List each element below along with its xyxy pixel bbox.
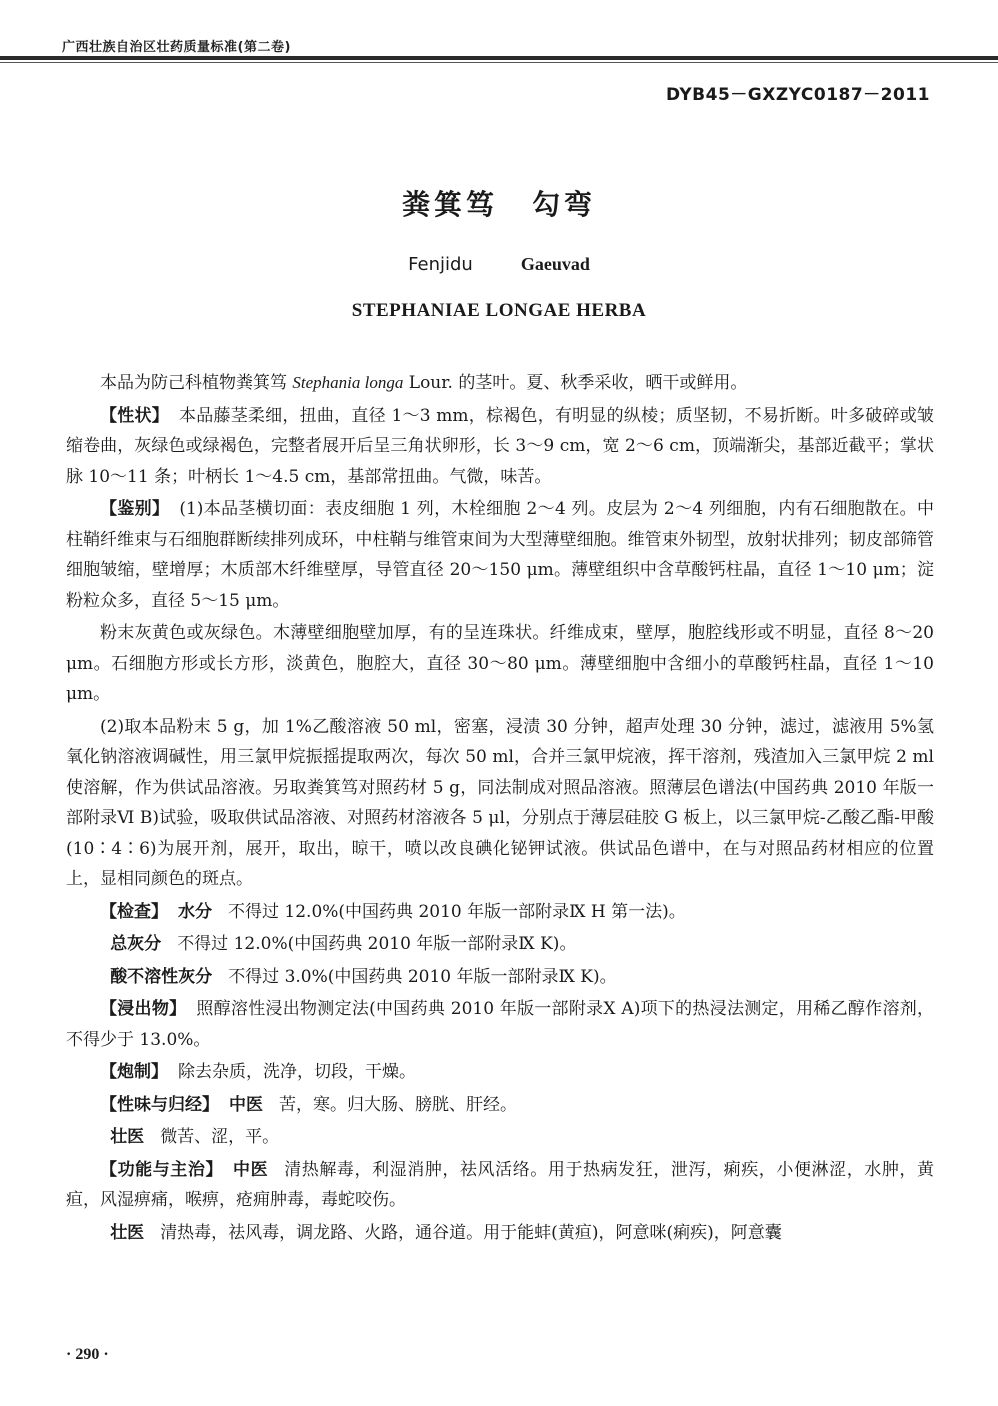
section-text: 照醇溶性浸出物测定法(中国药典 2010 年版一部附录Ⅹ A)项下的热浸法测定，用稀乙醇作溶剂，不得少于 13.0%。 (66, 999, 934, 1050)
section-label: 【浸出物】 (100, 999, 187, 1019)
subsection-label: 水分 (178, 901, 212, 922)
jiancha-acid-ash (66, 962, 934, 993)
section-text: 本品藤茎柔细，扭曲，直径 1～3 mm，棕褐色，有明显的纵棱；质坚韧，不易折断。叶多破碎或皱缩卷曲，灰绿色或绿褐色，完整者展开后呈三角状卵形，长 3～9 cm，宽 2～6 cm，顶端渐尖，基部近截平；掌状脉 10～11 条；叶柄长 1～4.5 cm，基部常扭曲。气微，味苦。 (66, 405, 934, 487)
section-text: 不得过 3.0%(中国药典 2010 年版一部附录Ⅸ K)。 (228, 966, 617, 987)
header-rule (0, 56, 998, 60)
section-text: 苦，寒。归大肠、膀胱、肝经。 (279, 1094, 517, 1115)
section-text: 粉末灰黄色或灰绿色。木薄壁细胞壁加厚，有的呈连珠状。纤维成束，壁厚，胞腔线形或不明显，直径 8～20 μm。石细胞方形或长方形，淡黄色，胞腔大，直径 30～80 μm。薄壁细胞中含细小的草酸钙柱晶，直径 1～10 μm。 (66, 623, 934, 704)
subsection-label: 酸不溶性灰分 (110, 966, 213, 987)
jianbie-powder-paragraph (66, 618, 934, 710)
section-paozhi (66, 1057, 934, 1088)
gongneng-zhuang (66, 1218, 934, 1249)
title-name-zh: 粪箕笃 (401, 188, 498, 221)
section-jiancha (66, 897, 934, 928)
title-name-zhuang-zh: 勾弯 (532, 188, 597, 221)
section-xingzhuang (66, 401, 934, 493)
title-pinyin: Fenjidu (408, 254, 473, 275)
jianbie-tlc-paragraph (66, 712, 934, 895)
subsection-label: 壮医 (110, 1127, 145, 1147)
section-text: 清热毒，祛风毒，调龙路、火路，通谷道。用于能蚌(黄疸)，阿意咪(痢疾)，阿意囊 (160, 1222, 782, 1243)
title-zhuang: Gaeuvad (520, 254, 590, 274)
section-text: 不得过 12.0%(中国药典 2010 年版一部附录Ⅸ H 第一法)。 (228, 901, 686, 922)
intro-text-2: Lour. 的茎叶。夏、秋季采收，晒干或鲜用。 (403, 373, 748, 393)
title-romanized-row (0, 254, 998, 275)
title-latin: STEPHANIAE LONGAE HERBA (351, 300, 647, 321)
section-gongneng (66, 1155, 934, 1216)
section-text: 除去杂质，洗净，切段，干燥。 (178, 1062, 416, 1082)
intro-latin-name: Stephania longa (292, 373, 404, 392)
page-number: · 290 · (66, 1346, 109, 1363)
subsection-label: 中医 (233, 1159, 269, 1180)
subsection-label: 中医 (229, 1094, 263, 1115)
section-jianbie (66, 494, 934, 616)
header-rule-thin (0, 62, 998, 63)
section-label: 【炮制】 (100, 1062, 168, 1082)
monograph-title (0, 183, 998, 223)
section-jinchuwu (66, 994, 934, 1055)
section-label: 【鉴别】 (100, 499, 170, 519)
intro-paragraph (66, 368, 934, 399)
section-label: 【检查】 (100, 901, 168, 922)
section-text: 清热解毒，利湿消肿，祛风活络。用于热病发狂，泄泻，痢疾，小便淋涩，水肿，黄疸，风湿痹痛，喉痹，疮痈肿毒，毒蛇咬伤。 (66, 1159, 935, 1210)
standard-code: DYB45－GXZYC0187－2011 (666, 85, 930, 105)
section-label: 【性味与归经】 (100, 1094, 219, 1115)
xingwei-zhuang (66, 1122, 934, 1153)
monograph-body (66, 368, 934, 1250)
book-title: 广西壮族自治区壮药质量标准(第二卷) (62, 40, 291, 55)
section-label: 【功能与主治】 (100, 1159, 224, 1180)
jiancha-ash (66, 929, 934, 960)
section-text: (2)取本品粉末 5 g，加 1%乙酸溶液 50 ml，密塞，浸渍 30 分钟，超声处理 30 分钟，滤过，滤液用 5%氢氧化钠溶液调碱性，用三氯甲烷振摇提取两次，每次 50 ml，合并三氯甲烷液，挥干溶剂，残渣加入三氯甲烷 2 ml 使溶解，作为供试品溶液。另取粪箕笃对照药材 5 g，同法制成对照品溶液。照薄层色谱法(中国药典 2010 年版一部附录Ⅵ B)试验，吸取供试品溶液、对照药材溶液各 5 μl，分别点于薄层硅胶 G 板上，以三氯甲烷-乙酸乙酯-甲酸(10∶4∶6)为展开剂，展开，取出，晾干，喷以改良碘化铋钾试液。供试品色谱中，在与对照品药材相应的位置上，显相同颜色的斑点。 (66, 716, 934, 889)
section-text: 不得过 12.0%(中国药典 2010 年版一部附录Ⅸ K)。 (177, 934, 577, 954)
section-label: 【性状】 (100, 405, 169, 426)
section-xingwei (66, 1090, 934, 1121)
subsection-label: 总灰分 (110, 934, 162, 954)
section-text: (1)本品茎横切面：表皮细胞 1 列，木栓细胞 2～4 列。皮层为 2～4 列细胞，内有石细胞散在。中柱鞘纤维束与石细胞群断续排列成环，中柱鞘与维管束间为大型薄壁细胞。维管束外韧型，放射状排列；韧皮部筛管细胞皱缩，壁增厚；木质部木纤维壁厚，导管直径 20～150 μm。薄壁组织中含草酸钙柱晶，直径 1～10 μm；淀粉粒众多，直径 5～15 μm。 (66, 499, 934, 611)
section-text: 微苦、涩，平。 (160, 1127, 280, 1147)
subsection-label: 壮医 (110, 1222, 145, 1243)
intro-text-1: 本品为防己科植物粪箕笃 (100, 373, 293, 393)
